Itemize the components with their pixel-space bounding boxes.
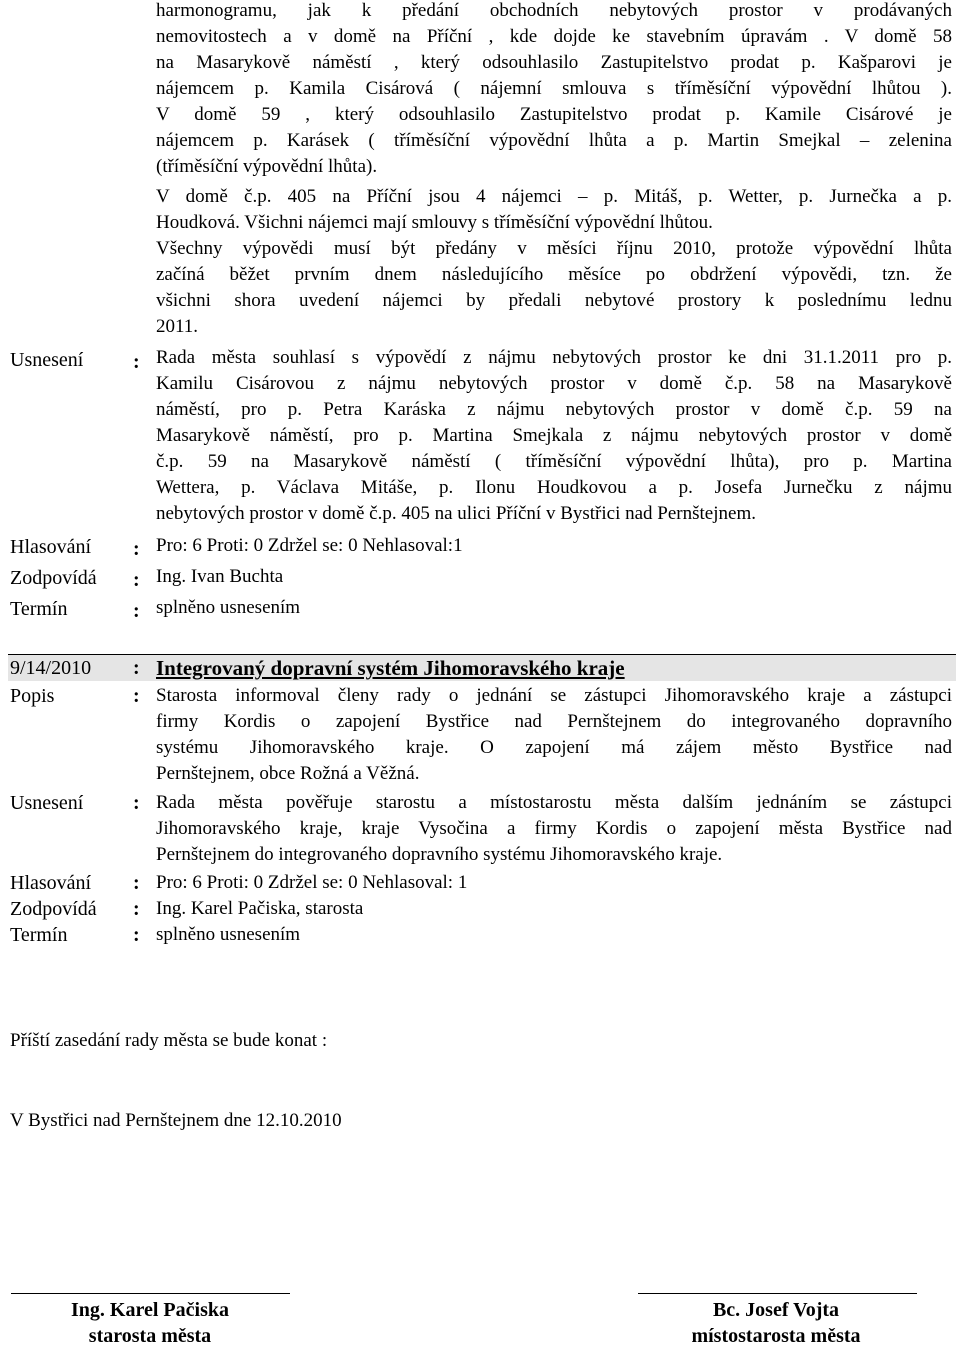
colon: : xyxy=(133,792,140,814)
intro-line: nemovitostech a v domě na Příční , kde dojde ke stavebním úpravám . V domě 58 xyxy=(156,26,952,47)
intro-line: začíná běžet prvním dnem následujícího měsíce po obdržení výpovědi, tzn. že xyxy=(156,264,952,285)
zodpovida-value: Ing. Karel Pačiska, starosta xyxy=(156,898,364,919)
colon: : xyxy=(133,569,140,591)
usneseni-line: Jihomoravského kraje, kraje Vysočina a firmy Kordis o zapojení města Bystřice nad xyxy=(156,818,952,839)
colon: : xyxy=(133,600,140,622)
intro-line: (tříměsíční výpovědní lhůta). xyxy=(156,156,378,177)
popis-label: Popis xyxy=(10,685,55,707)
usneseni-label: Usnesení xyxy=(10,349,84,371)
item-title: Integrovaný dopravní systém Jihomoravského kraje xyxy=(156,656,625,680)
colon: : xyxy=(133,685,140,707)
hlasovani-label: Hlasování xyxy=(10,872,92,894)
intro-line: Houdková. Všichni nájemci mají smlouvy s tříměsíční výpovědní lhůtou. xyxy=(156,212,713,233)
termin-label: Termín xyxy=(10,924,68,946)
signature-line xyxy=(638,1293,917,1294)
popis-line: Starosta informoval členy rady o jednání se zástupci Jihomoravského kraje a zástupci xyxy=(156,685,952,706)
usneseni-line: Rada města souhlasí s výpovědí z nájmu nebytových prostor ke dni 31.1.2011 pro p. xyxy=(156,347,952,368)
termin-label: Termín xyxy=(10,598,68,620)
usneseni-line: Pernštejnem do integrovaného dopravního systému Jihomoravského kraje. xyxy=(156,844,723,865)
hlasovani-label: Hlasování xyxy=(10,536,92,558)
signature-name: Ing. Karel Pačiska xyxy=(71,1299,229,1321)
signature-role: starosta města xyxy=(88,1325,212,1347)
intro-line: všichni shora uvedení nájemci by předali nebytové prostory k poslednímu lednu xyxy=(156,290,952,311)
colon: : xyxy=(133,924,140,946)
usneseni-line: Wettera, p. Václava Mitáše, p. Ilonu Houdkovou a p. Josefa Jurnečku z nájmu xyxy=(156,477,952,498)
usneseni-line: Masarykově náměstí, pro p. Martina Smejkala z nájmu nebytových prostor v domě xyxy=(156,425,952,446)
termin-value: splněno usnesením xyxy=(156,597,301,618)
intro-line: nájemcem p. Kamila Cisárová ( nájemní smlouva s tříměsíční výpovědní lhůtou ). xyxy=(156,78,952,99)
zodpovida-label: Zodpovídá xyxy=(10,567,97,589)
intro-line: harmonogramu, jak k předání obchodních nebytových prostor v prodávaných xyxy=(156,0,952,21)
usneseni-line: č.p. 59 na Masarykově náměstí ( tříměsíční výpovědní lhůta), pro p. Martina xyxy=(156,451,952,472)
next-meeting-text: Příští zasedání rady města se bude konat : xyxy=(10,1030,328,1051)
colon: : xyxy=(133,898,140,920)
intro-line: V domě 59 , který odsouhlasilo Zastupitelstvo prodat p. Kamile Cisárové je xyxy=(156,104,952,125)
usneseni-label: Usnesení xyxy=(10,792,84,814)
colon: : xyxy=(133,351,140,373)
colon: : xyxy=(133,657,140,679)
colon: : xyxy=(133,872,140,894)
popis-line: firmy Kordis o zapojení Bystřice nad Pernštejnem do integrovaného dopravního xyxy=(156,711,952,732)
usneseni-line: nebytových prostor v domě č.p. 405 na ulici Příční v Bystřici nad Pernštejnem. xyxy=(156,503,756,524)
intro-line: na Masarykově náměstí , který odsouhlasilo Zastupitelstvo prodat p. Kašparovi je xyxy=(156,52,952,73)
termin-value: splněno usnesením xyxy=(156,924,301,945)
place-date-text: V Bystřici nad Pernštejnem dne 12.10.2010 xyxy=(10,1110,342,1131)
intro-line: 2011. xyxy=(156,316,199,337)
item-number: 9/14/2010 xyxy=(10,657,92,679)
usneseni-line: náměstí, pro p. Petra Karáska z nájmu nebytových prostor v domě č.p. 59 na xyxy=(156,399,952,420)
zodpovida-label: Zodpovídá xyxy=(10,898,97,920)
zodpovida-value: Ing. Ivan Buchta xyxy=(156,566,284,587)
intro-line: V domě č.p. 405 na Příční jsou 4 nájemci – p. Mitáš, p. Wetter, p. Jurnečka a p. xyxy=(156,186,952,207)
signature-line xyxy=(11,1293,290,1294)
popis-line: Pernštejnem, obce Rožná a Věžná. xyxy=(156,763,420,784)
signature-name: Bc. Josef Vojta xyxy=(712,1299,840,1321)
popis-line: systému Jihomoravského kraje. O zapojení má zájem město Bystřice nad xyxy=(156,737,952,758)
colon: : xyxy=(133,538,140,560)
hlasovani-value: Pro: 6 Proti: 0 Zdržel se: 0 Nehlasoval:1 xyxy=(156,535,463,556)
hlasovani-value: Pro: 6 Proti: 0 Zdržel se: 0 Nehlasoval: 1 xyxy=(156,872,468,893)
intro-line: Všechny výpovědi musí být předány v měsíci říjnu 2010, protože výpovědní lhůta xyxy=(156,238,952,259)
usneseni-line: Kamilu Cisárovou z nájmu nebytových prostor v domě č.p. 58 na Masarykově xyxy=(156,373,952,394)
signature-role: místostarosta města xyxy=(691,1325,861,1347)
usneseni-line: Rada města pověřuje starostu a místostarostu města dalším jednáním se zástupci xyxy=(156,792,952,813)
intro-line: nájemcem p. Karásek ( tříměsíční výpovědní lhůta a p. Martin Smejkal – zelenina xyxy=(156,130,952,151)
